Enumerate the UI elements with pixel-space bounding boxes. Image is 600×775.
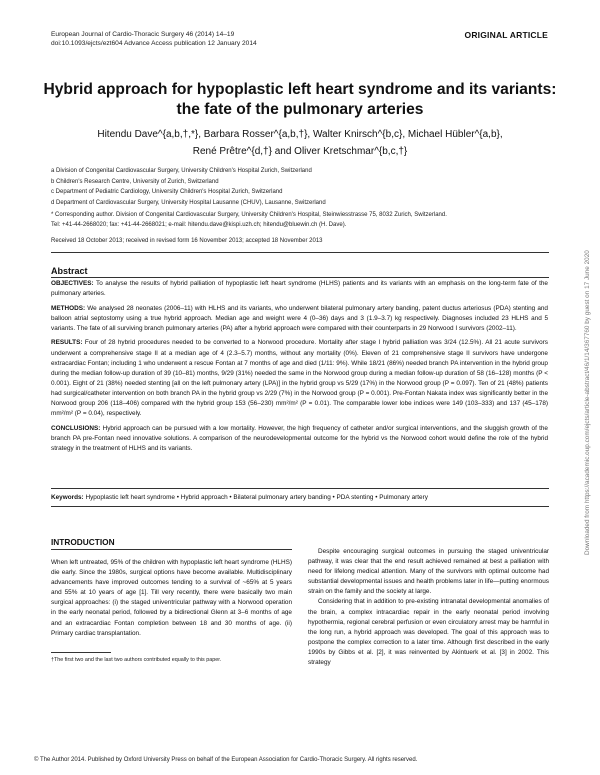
introduction-heading: INTRODUCTION [51,537,115,547]
affiliation-d: d Department of Cardiovascular Surgery, University Hospital Lausanne (CHUV), Lausanne, Switzerland [51,199,326,206]
journal-line: European Journal of Cardio-Thoracic Surgery 46 (2014) 14–19 [51,31,235,38]
results-text: Four of 28 hybrid procedures needed to be converted to a Norwood procedure. Mortality after stage I hybrid palliation was 3/24 (12.5%). All 21 acute survivors underwent a comprehensive stage II at a median age of 4 (2.3–5.7) months, without any mortality (0%). Eleven of 21 comprehensive stage II survivors have undergone extracardiac Fontan; including 1 who underwent a rescue Fontan at 7 months of age and died (1/11: 9%). While 18/21 (86%) needed branch PA intervention in the hybrid group during the median follow-up duration of 39 (10–81) months, 9/29 (31%) needed the same in the Norwood group during a median follow-up duration of 58 (16–128) months (P < 0.001). Eight of 21 (38%) needed stenting [all on the left pulmonary artery (LPA)] in the hybrid group vs 5/29 (17%) in the Norwood group (P = 0.097). Ten of 21 (48%) patients had surgical/catheter intervention on both branch PA in the hybrid group vs 2/29 (7%) in the Norwood group (P = 0.001). Pre-Fontan Nakata index was significantly better in the Norwood group 206 (118–406) compared with the hybrid group 153 (56–230) mm²/m² (P = 0.01). The comparable lower lobe indices were 149 (103–333) and 137 (45–178) mm²/m² (P = 0.04), respectively. [51,339,548,418]
conclusions-label: CONCLUSIONS: [51,424,101,432]
abstract-methods [51,304,548,334]
methods-label: METHODS: [51,304,86,312]
divider-introduction [51,549,292,550]
copyright-footer: © The Author 2014. Published by Oxford University Press on behalf of the European Association for Cardio-Thoracic Surgery. All rights reserved. [34,757,418,763]
abstract-body [51,279,548,459]
keywords [51,494,428,501]
divider-bottom [51,506,549,507]
corresponding-line-2: Tel: +41-44-2668020; fax: +41-44-2668021; e-mail: hitendu.dave@kispi.uzh.ch; hitendu@bluewin.ch (H. Dave). [51,222,347,228]
objectives-text: To analyse the results of hybrid palliation of hypoplastic left heart syndrome (HLHS) patients and its variants with an emphasis on the long-term fate of the pulmonary arteries. [51,280,548,298]
divider-keywords [51,488,549,489]
title-line-2: the fate of the pulmonary arteries [176,101,424,118]
right-column [308,547,549,668]
received-dates: Received 18 October 2013; received in revised form 16 November 2013; accepted 18 November 2013 [51,238,323,244]
intro-paragraph-2: Despite encouraging surgical outcomes in pursuing the staged univentricular pathway, it was clear that the end result achieved remained at best a palliation with need for lifelong medical attention. Many of the survivors with optimal outcome had substantial developmental issues and health problems later in life—putting enormous strain on the family and the society at large. [308,548,549,596]
objectives-label: OBJECTIVES: [51,280,94,287]
abstract-heading: Abstract [51,266,88,276]
author-list [40,126,560,160]
divider-top [51,252,549,253]
journal-header [51,30,257,48]
methods-text: We analysed 28 neonates (2006–11) with HLHS and its variants, who underwent bilateral pulmonary artery banding, patent ductus arteriosus (PDA) stenting and balloon atrial septostomy using a true hybrid approach. Median age and weight were 4 (0–36) days and 3 (1.9–3.7) kg respectively. Diagnoses included 23 HLHS and 5 variants. The fate of all surviving branch pulmonary arteries (PA) after a hybrid approach were compared with their counterparts in 29 Norwood I survivors (2002–11). [51,304,548,332]
keywords-label: Keywords: [51,494,84,501]
abstract-results [51,338,548,419]
authors-line-1: Hitendu Dave^{a,b,†,*}, Barbara Rosser^{a,b,†}, Walter Knirsch^{b,c}, Michael Hübler^{a,b}, [97,129,503,140]
conclusions-text: Hybrid approach can be pursued with a low mortality. However, the high frequency of catheter and/or surgical interventions, and the sluggish growth of the branch PA pre-Fontan need innovative solutions. A comparison of the neurodevelopmental outcome for the hybrid vs the Norwood cohort would define the role of the hybrid strategy in the treatment of HLHS and its variants. [51,424,548,452]
intro-paragraph-3: Considering that in addition to pre-existing intranatal developmental anomalies of the brain, a complex intracardiac repair in the early neonatal period involving hypothermia, regional cerebral perfusion or even circulatory arrest may be harmful in the long run, a hybrid approach was developed. The goal of this approach was to postpone the complex correction to a later time. Although first described in the early 1990s by Gibbs et al. [2], it was reinvented by Akintuerk et al. [3] in 2002. This strategy [308,598,549,667]
footnote-rule [51,652,111,653]
divider-abstract [51,277,549,278]
affiliation-b: b Children's Research Centre, University of Zurich, Switzerland [51,178,219,185]
corresponding-author [51,210,531,230]
authors-line-2: René Prêtre^{d,†} and Oliver Kretschmar^{b,c,†} [192,146,408,157]
left-column [51,558,292,639]
results-label: RESULTS: [51,339,83,347]
abstract-conclusions [51,424,548,454]
article-title [40,80,560,120]
affiliation-a: a Division of Congenital Cardiovascular Surgery, University Children's Hospital Zurich, Switzerland [51,168,312,174]
footnote: †The first two and the last two authors contributed equally to this paper. [51,657,222,663]
title-line-1: Hybrid approach for hypoplastic left heart syndrome and its variants: [43,81,557,98]
affiliation-c: c Department of Pediatric Cardiology, University Children's Hospital Zurich, Switzerland [51,189,283,195]
doi-line: doi:10.1093/ejcts/ezt604 Advance Access publication 12 January 2014 [51,40,257,47]
corresponding-line-1: * Corresponding author. Division of Congenital Cardiovascular Surgery, University Children's Hospital, Steinwiesstrasse 75, 8032 Zurich, Switzerland. [51,212,447,218]
intro-paragraph-1: When left untreated, 95% of the children with hypoplastic left heart syndrome (HLHS) die early. Since the 1980s, surgical options have become available. Multidisciplinary advancements have improved outcomes tending to a survival of ~65% at 5 years and 55% at 10 years of age [1]. Till very recently, there were basically two main surgical approaches: (i) the staged univentricular pathway with a Norwood operation in the early neonatal period, followed by a bidirectional Glenn at 3–6 months of age and an extracardiac Fontan completion between 18 and 30 months of age. (ii) Primary cardiac transplantation. [51,559,292,637]
keywords-text: Hypoplastic left heart syndrome • Hybrid approach • Bilateral pulmonary artery banding • PDA stenting • Pulmonary artery [83,494,428,501]
download-watermark: Downloaded from https://academic.oup.com/ejcts/article-abstract/46/1/14/367760 by guest on 17 June 2020 [584,250,591,555]
affiliations [51,166,521,208]
abstract-objectives [51,279,548,299]
article-type-label: ORIGINAL ARTICLE [464,30,548,40]
